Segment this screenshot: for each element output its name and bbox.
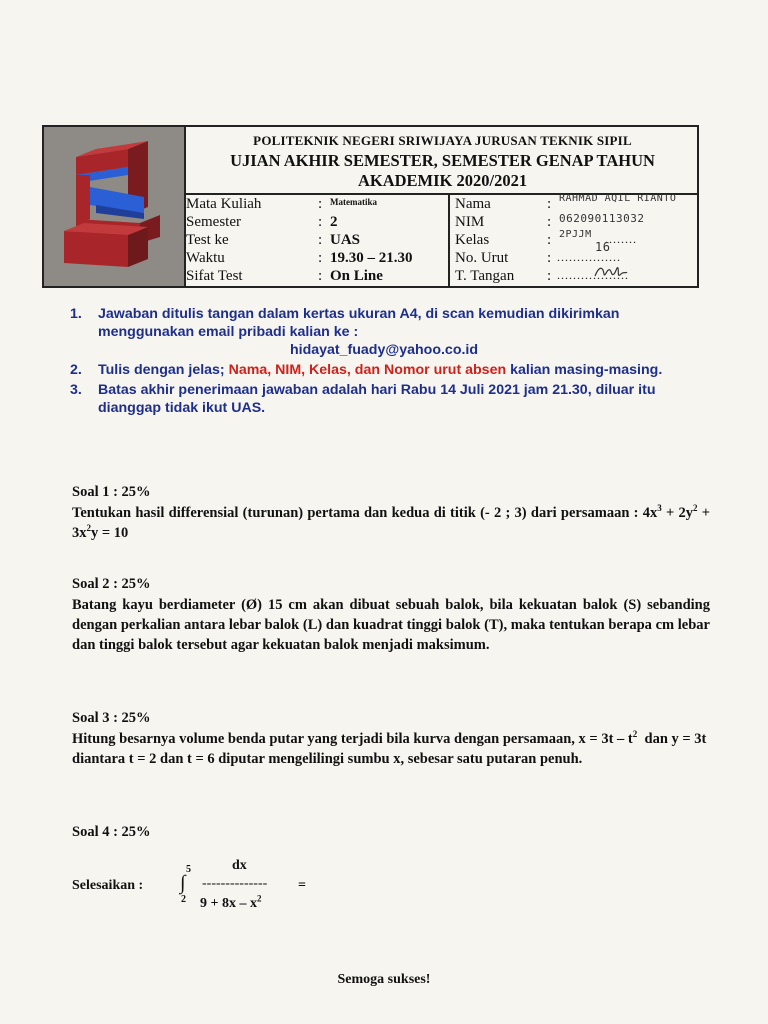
info-divider: [448, 195, 450, 288]
fill-dots: ................: [557, 250, 621, 264]
integral-sign: ∫: [180, 872, 186, 894]
exam-title-line1: UJIAN AKHIR SEMESTER, SEMESTER GENAP TAHUN: [230, 151, 655, 170]
info-colon: :: [318, 214, 323, 230]
info-label: Waktu: [186, 250, 225, 266]
instruction-number: 1.: [70, 306, 82, 322]
instructions-list: [70, 305, 710, 419]
info-row-semester: [186, 214, 448, 233]
integral-label: Selesaikan :: [72, 878, 144, 893]
fill-dots: ..................: [557, 268, 629, 282]
instruction-number: 2.: [70, 362, 82, 378]
instruction-item-2: [70, 361, 710, 379]
question-4: [72, 822, 710, 843]
exam-title-line2: AKADEMIK 2020/2021: [357, 171, 528, 190]
info-value: 19.30 – 21.30: [330, 250, 413, 266]
instruction-number: 3.: [70, 382, 82, 398]
email-address: hidayat_fuady@yahoo.co.id: [289, 342, 479, 358]
handwritten-name: RAHMAD AQIL RIANTO: [559, 193, 677, 204]
integral-numerator: dx: [232, 858, 247, 873]
info-colon: :: [547, 232, 552, 248]
info-colon: :: [318, 232, 323, 248]
info-row-kelas: [455, 229, 695, 251]
info-value: Matematika: [330, 197, 377, 207]
integral-lower-limit: 2: [181, 894, 186, 905]
info-label: Nama: [455, 196, 491, 212]
info-label: Kelas: [455, 232, 490, 248]
question-title: Soal 3 : 25%: [72, 710, 151, 726]
info-colon: :: [547, 196, 552, 212]
polsri-logo: [44, 127, 186, 286]
question-title: Soal 2 : 25%: [72, 576, 151, 592]
info-value: UAS: [330, 232, 361, 248]
info-label: Test ke: [186, 232, 229, 248]
question-text: Batang kayu berdiameter (Ø) 15 cm akan dibuat sebuah balok, bila kekuatan balok (S) sebanding dengan perkalian antara lebar balok (L) dan kuadrat tinggi balok (T), maka tentukan berapa cm lebar dan tinggi balok tersebut agar kekuatan balok menjadi maksimum.: [72, 597, 710, 653]
equals-sign: =: [298, 878, 306, 893]
closing-message: Semoga sukses!: [337, 972, 431, 987]
fill-dots: ........: [605, 232, 637, 246]
info-colon: :: [547, 214, 552, 230]
question-equation: $4x^3 + 2y^2 + 3x^2y = 10$: [72, 503, 710, 541]
logo-icon: [44, 127, 184, 286]
info-row-tanda-tangan: [455, 268, 695, 287]
instruction-item-3: [70, 381, 710, 417]
instruction-text: Batas akhir penerimaan jawaban adalah hari Rabu 14 Juli 2021 jam 21.30, diluar itu dianggap tidak ikut UAS.: [98, 382, 656, 416]
info-row-test-ke: [186, 232, 448, 251]
question-text: Hitung besarnya volume benda putar yang terjadi bila kurva dengan persamaan, $x = 3t - t^2$ dan y = 3t diantara t = 2 dan t = 6 diputar mengelilingi sumbu x, sebesar satu putaran penuh.: [72, 729, 710, 767]
info-colon: :: [318, 196, 323, 212]
signature-icon: [593, 262, 629, 282]
info-label: Sifat Test: [186, 268, 243, 284]
question-title: Soal 1 : 25%: [72, 484, 151, 500]
instruction-text: Jawaban ditulis tangan dalam kertas ukuran A4, di scan kemudian dikirimkan menggunakan email pribadi kalian ke :: [98, 306, 620, 340]
handwritten-nim: 062090113032: [559, 212, 645, 225]
info-colon: :: [318, 268, 323, 284]
info-colon: :: [547, 268, 552, 284]
instruction-item-1: [70, 305, 710, 359]
info-value: On Line: [330, 268, 383, 284]
exam-header: [42, 125, 699, 288]
question-1: [72, 482, 710, 543]
info-label: NIM: [455, 214, 485, 230]
info-row-mata-kuliah: [186, 196, 448, 215]
info-row-sifat-test: [186, 268, 448, 287]
handwritten-no-urut: 16: [595, 240, 611, 254]
integral-denominator: $9 + 8x - x^2$: [200, 893, 262, 911]
info-label: Semester: [186, 214, 241, 230]
handwritten-kelas: 2PJJM: [559, 229, 592, 240]
instruction-highlight: Nama, NIM, Kelas, dan Nomor urut absen: [228, 362, 507, 378]
exam-info-table: [184, 193, 697, 288]
exam-title: [190, 151, 695, 191]
info-value: 2: [330, 214, 338, 230]
info-label: Mata Kuliah: [186, 196, 262, 212]
question-title: Soal 4 : 25%: [72, 824, 151, 840]
info-label: T. Tangan: [455, 268, 515, 284]
question-2: [72, 574, 710, 655]
instruction-text: Tulis dengan jelas;: [98, 362, 225, 378]
info-colon: :: [318, 250, 323, 266]
question-3: [72, 708, 710, 769]
info-colon: :: [547, 250, 552, 266]
integral-upper-limit: 5: [186, 864, 191, 875]
info-row-waktu: [186, 250, 448, 269]
fraction-bar: --------------: [202, 876, 268, 891]
info-label: No. Urut: [455, 250, 509, 266]
instruction-text: kalian masing-masing.: [510, 362, 663, 378]
institution-name: POLITEKNIK NEGERI SRIWIJAYA JURUSAN TEKNIK SIPIL: [253, 133, 632, 148]
question-text: Tentukan hasil differensial (turunan) pertama dan kedua di titik (- 2 ; 3) dari persamaan :: [72, 505, 639, 521]
